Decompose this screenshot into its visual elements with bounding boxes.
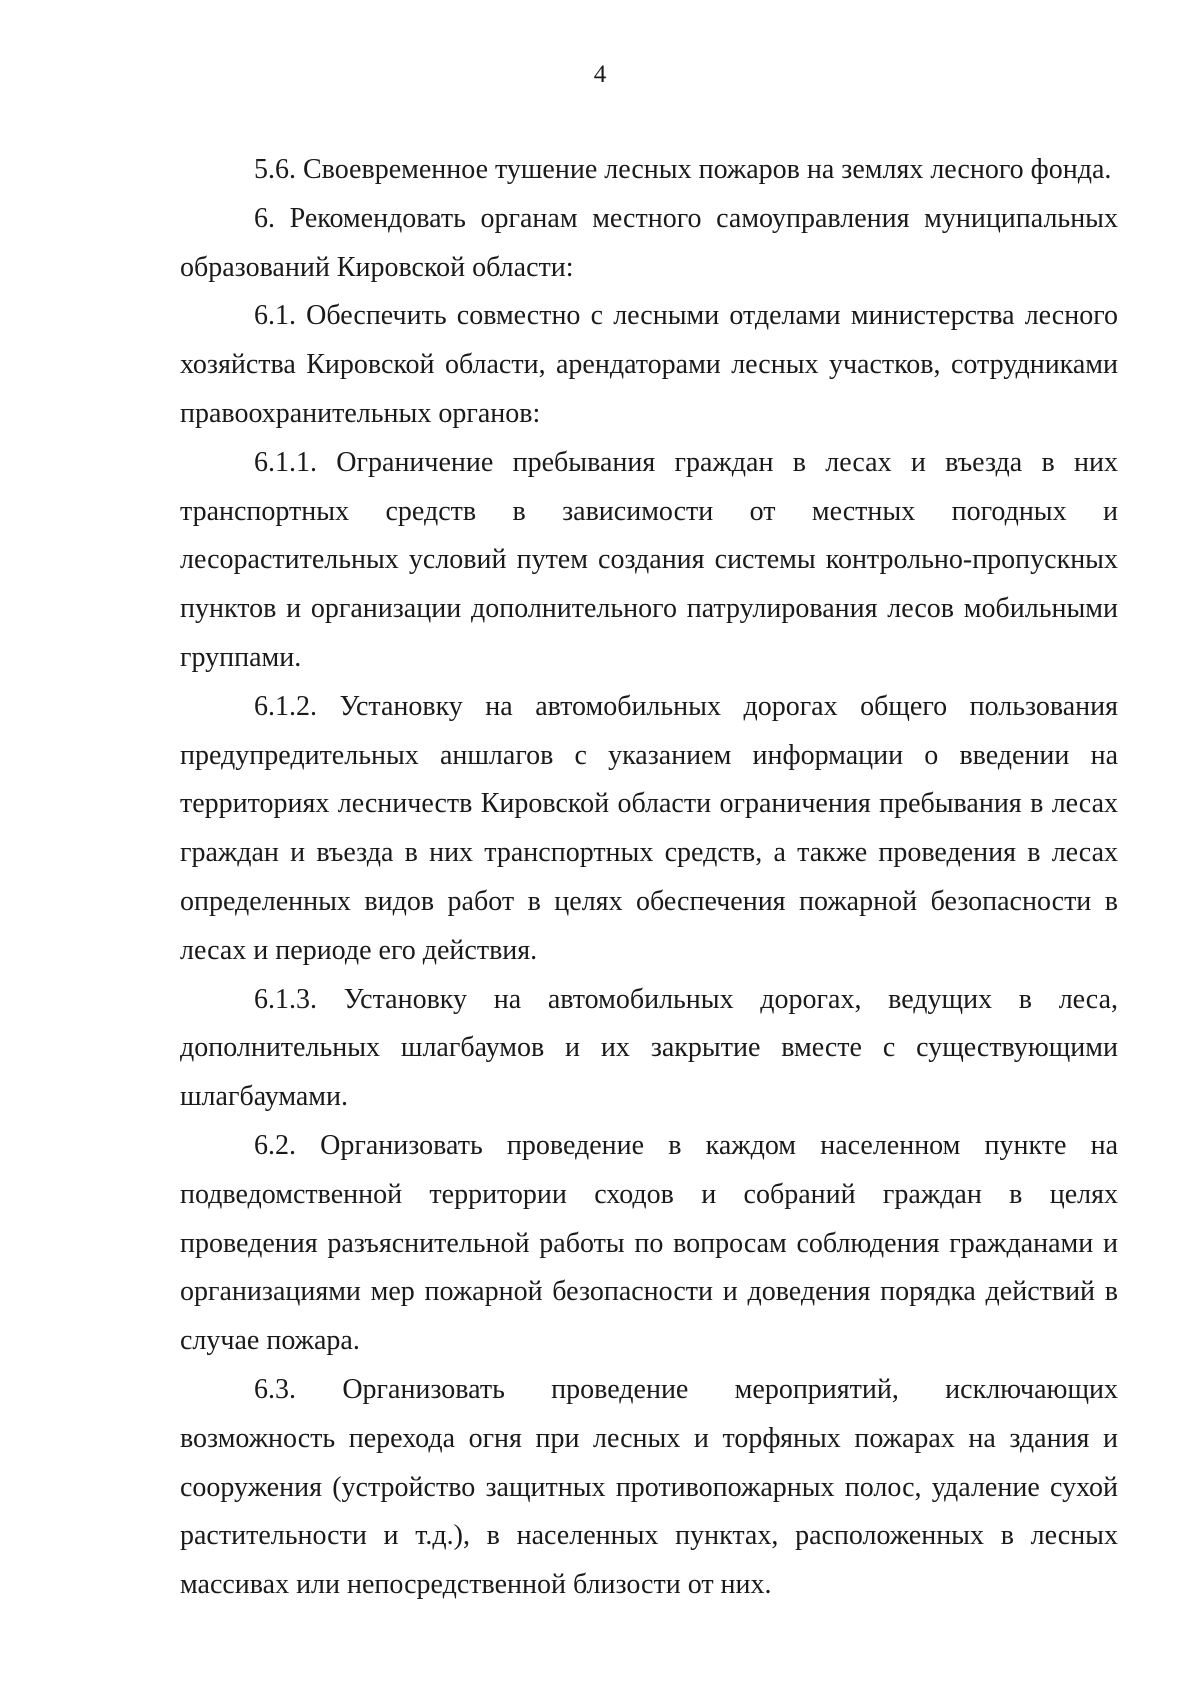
page-number: 4 [593,61,607,88]
paragraph-6: 6. Рекомендовать органам местного самоуправления муниципальных образований Кировской области: [180,202,1118,283]
paragraph-6-1-3: 6.1.3. Установку на автомобильных дорогах, ведущих в леса, дополнительных шлагбаумов и их закрытие вместе с существующими шлагбаумами. [180,983,1118,1113]
paragraph-6-3: 6.3. Организовать проведение мероприятий, исключающих возможность перехода огня при лесных и торфяных пожарах на здания и сооружения (устройство защитных противопожарных полос, удаление сухой растительности и т.д.), в населенных пунктах, расположенных в лесных массивах или непосредственной близости от них. [180,1373,1118,1601]
paragraph-6-1-2: 6.1.2. Установку на автомобильных дорогах общего пользования предупредительных аншлагов с указанием информации о введении на территориях лесничеств Кировской области ограничения пребывания в лесах граждан и въезда в них транспортных средств, а также проведения в лесах определенных видов работ в целях обеспечения пожарной безопасности в лесах и периоде его действия. [180,690,1118,966]
paragraph-6-1: 6.1. Обеспечить совместно с лесными отделами министерства лесного хозяйства Кировской области, арендаторами лесных участков, сотрудниками правоохранительных органов: [180,300,1118,429]
document-body [180,146,1118,1610]
paragraph-6-2: 6.2. Организовать проведение в каждом населенном пункте на подведомственной территории сходов и собраний граждан в целях проведения разъяснительной работы по вопросам соблюдения гражданами и организациями мер пожарной безопасности и доведения порядка действий в случае пожара. [180,1129,1118,1357]
paragraph-5-6: 5.6. Своевременное тушение лесных пожаров на землях лесного фонда. [254,154,1112,185]
paragraph-6-1-1: 6.1.1. Ограничение пребывания граждан в лесах и въезда в них транспортных средств в зависимости от местных погодных и лесорастительных условий путем создания системы контрольно-пропускных пунктов и организации дополнительного патрулирования лесов мобильными группами. [180,446,1118,673]
